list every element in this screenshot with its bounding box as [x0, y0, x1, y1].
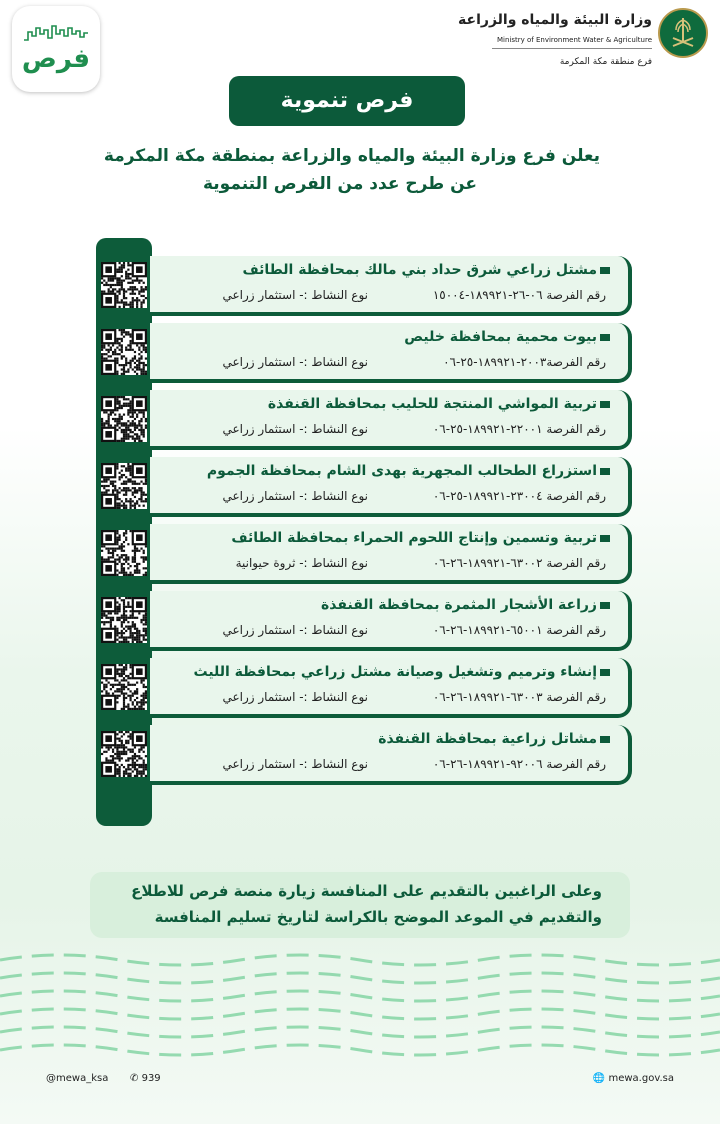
activity-type: نوع النشاط :- استثمار زراعي — [222, 422, 368, 436]
bullet-icon — [600, 669, 610, 676]
opportunity-card — [150, 725, 632, 785]
page-title: فرص تنموية — [229, 76, 465, 126]
application-note — [90, 872, 630, 938]
activity-type: نوع النشاط :- استثمار زراعي — [222, 288, 368, 302]
opportunity-card — [150, 323, 632, 383]
subtitle-line-2: عن طرح عدد من الفرص التنموية — [202, 174, 478, 194]
opportunity-card — [150, 591, 632, 651]
opportunity-row — [96, 323, 632, 385]
activity-type: نوع النشاط :- ثروة حيوانية — [235, 556, 368, 570]
opportunity-card — [150, 256, 632, 316]
opportunity-row — [96, 524, 632, 586]
opportunity-title-text: بيوت محمية بمحافظة خليص — [404, 329, 597, 345]
ministry-name-ar: وزارة البيئة والمياه والزراعة — [458, 12, 652, 28]
app-logo-text: فرص — [21, 44, 91, 74]
globe-icon: 🌐 — [592, 1073, 606, 1084]
activity-type: نوع النشاط :- استثمار زراعي — [222, 757, 368, 771]
app-logo — [12, 6, 100, 92]
opportunity-title — [404, 329, 610, 345]
qr-code-icon[interactable] — [101, 530, 147, 576]
branch-name: فرع منطقة مكة المكرمة — [559, 57, 652, 67]
opportunity-card — [150, 390, 632, 450]
opportunity-row — [96, 390, 632, 452]
opportunity-card — [150, 457, 632, 517]
qr-code-icon[interactable] — [101, 597, 147, 643]
activity-type: نوع النشاط :- استثمار زراعي — [222, 489, 368, 503]
footer-phone[interactable] — [130, 1073, 161, 1084]
qr-code-icon[interactable] — [101, 329, 147, 375]
bullet-icon — [600, 736, 610, 743]
opportunity-title-text: تربية المواشي المنتجة للحليب بمحافظة القنفذة — [267, 396, 597, 412]
opportunity-title — [268, 396, 610, 412]
activity-type: نوع النشاط :- استثمار زراعي — [222, 690, 368, 704]
activity-type: نوع النشاط :- استثمار زراعي — [222, 623, 368, 637]
opportunity-title — [231, 530, 610, 546]
opportunity-number: رقم الفرصة ٢٢٠٠١-١٨٩٩٢١-٢٥-٠٦ — [432, 422, 606, 436]
opportunity-title-text: استزراع الطحالب المجهرية بهدى الشام بمحافظة الجموم — [206, 463, 597, 479]
bullet-icon — [600, 602, 610, 609]
skyline-icon — [24, 22, 88, 42]
opportunity-card — [150, 658, 632, 718]
opportunity-number: رقم الفرصة ٢٣٠٠٤-١٨٩٩٢١-٢٥-٠٦ — [432, 489, 606, 503]
qr-code-icon[interactable] — [101, 664, 147, 710]
footer-social-handle[interactable] — [46, 1073, 108, 1084]
footer-website[interactable] — [593, 1073, 674, 1084]
opportunity-title-text: زراعة الأشجار المثمرة بمحافظة القنفذة — [321, 597, 597, 613]
header-divider — [492, 48, 652, 49]
bullet-icon — [600, 334, 610, 341]
opportunity-title-text: مشتل زراعي شرق حداد بني مالك بمحافظة الطائف — [242, 262, 597, 278]
opportunity-number: رقم الفرصة ٦٣٠٠٣-١٨٩٩٢١-٢٦-٠٦ — [432, 690, 606, 704]
opportunity-title — [194, 664, 611, 680]
bullet-icon — [600, 401, 610, 408]
opportunity-row — [96, 658, 632, 720]
opportunity-title — [242, 262, 610, 278]
note-line-2: والتقديم في الموعد الموضح بالكراسة لتاريخ تسليم المنافسة — [154, 908, 602, 926]
opportunity-title-text: مشاتل زراعية بمحافظة القنفذة — [378, 731, 597, 747]
website-text: mewa.gov.sa — [608, 1073, 674, 1084]
qr-code-icon[interactable] — [101, 396, 147, 442]
qr-code-icon[interactable] — [101, 262, 147, 308]
phone-icon: ✆ — [130, 1073, 139, 1084]
bullet-icon — [600, 468, 610, 475]
opportunity-number: رقم الفرصة ٩٢٠٠٦-١٨٩٩٢١-٢٦-٠٦ — [432, 757, 606, 771]
opportunity-number: رقم الفرصة ٠٦-٢٦-١٨٩٩٢١-١٥٠٠٤ — [432, 288, 606, 302]
opportunity-title — [207, 463, 610, 479]
bullet-icon — [600, 267, 610, 274]
opportunity-row — [96, 725, 632, 787]
note-line-1: وعلى الراغبين بالتقديم على المنافسة زيارة منصة فرص للاطلاع — [131, 882, 602, 900]
opportunity-title-text: تربية وتسمين وإنتاج اللحوم الحمراء بمحافظة الطائف — [231, 530, 597, 546]
opportunity-number: رقم الفرصة ٦٥٠٠١-١٨٩٩٢١-٢٦-٠٦ — [432, 623, 606, 637]
ministry-emblem-icon — [658, 8, 708, 58]
opportunity-title — [321, 597, 610, 613]
opportunity-row — [96, 256, 632, 318]
bullet-icon — [600, 535, 610, 542]
opportunity-number: رقم الفرصة ٦٣٠٠٢-١٨٩٩٢١-٢٦-٠٦ — [432, 556, 606, 570]
opportunity-number: رقم الفرصة٢٠٠٣-١٨٩٩٢١-٢٥-٠٦ — [443, 355, 606, 369]
ministry-name-en: Ministry of Environment Water & Agriculture — [497, 36, 652, 44]
decorative-waves — [0, 950, 720, 1060]
subtitle-line-1: يعلن فرع وزارة البيئة والمياه والزراعة بمنطقة مكة المكرمة — [103, 146, 600, 166]
qr-code-icon[interactable] — [101, 731, 147, 777]
opportunity-title — [378, 731, 610, 747]
handle-text: @mewa_ksa — [46, 1073, 109, 1084]
opportunity-row — [96, 591, 632, 653]
opportunity-title-text: إنشاء وترميم وتشغيل وصيانة مشتل زراعي بمحافظة الليث — [193, 664, 597, 680]
phone-text: 939 — [141, 1073, 161, 1084]
activity-type: نوع النشاط :- استثمار زراعي — [222, 355, 368, 369]
opportunity-card — [150, 524, 632, 584]
opportunity-row — [96, 457, 632, 519]
qr-code-icon[interactable] — [101, 463, 147, 509]
